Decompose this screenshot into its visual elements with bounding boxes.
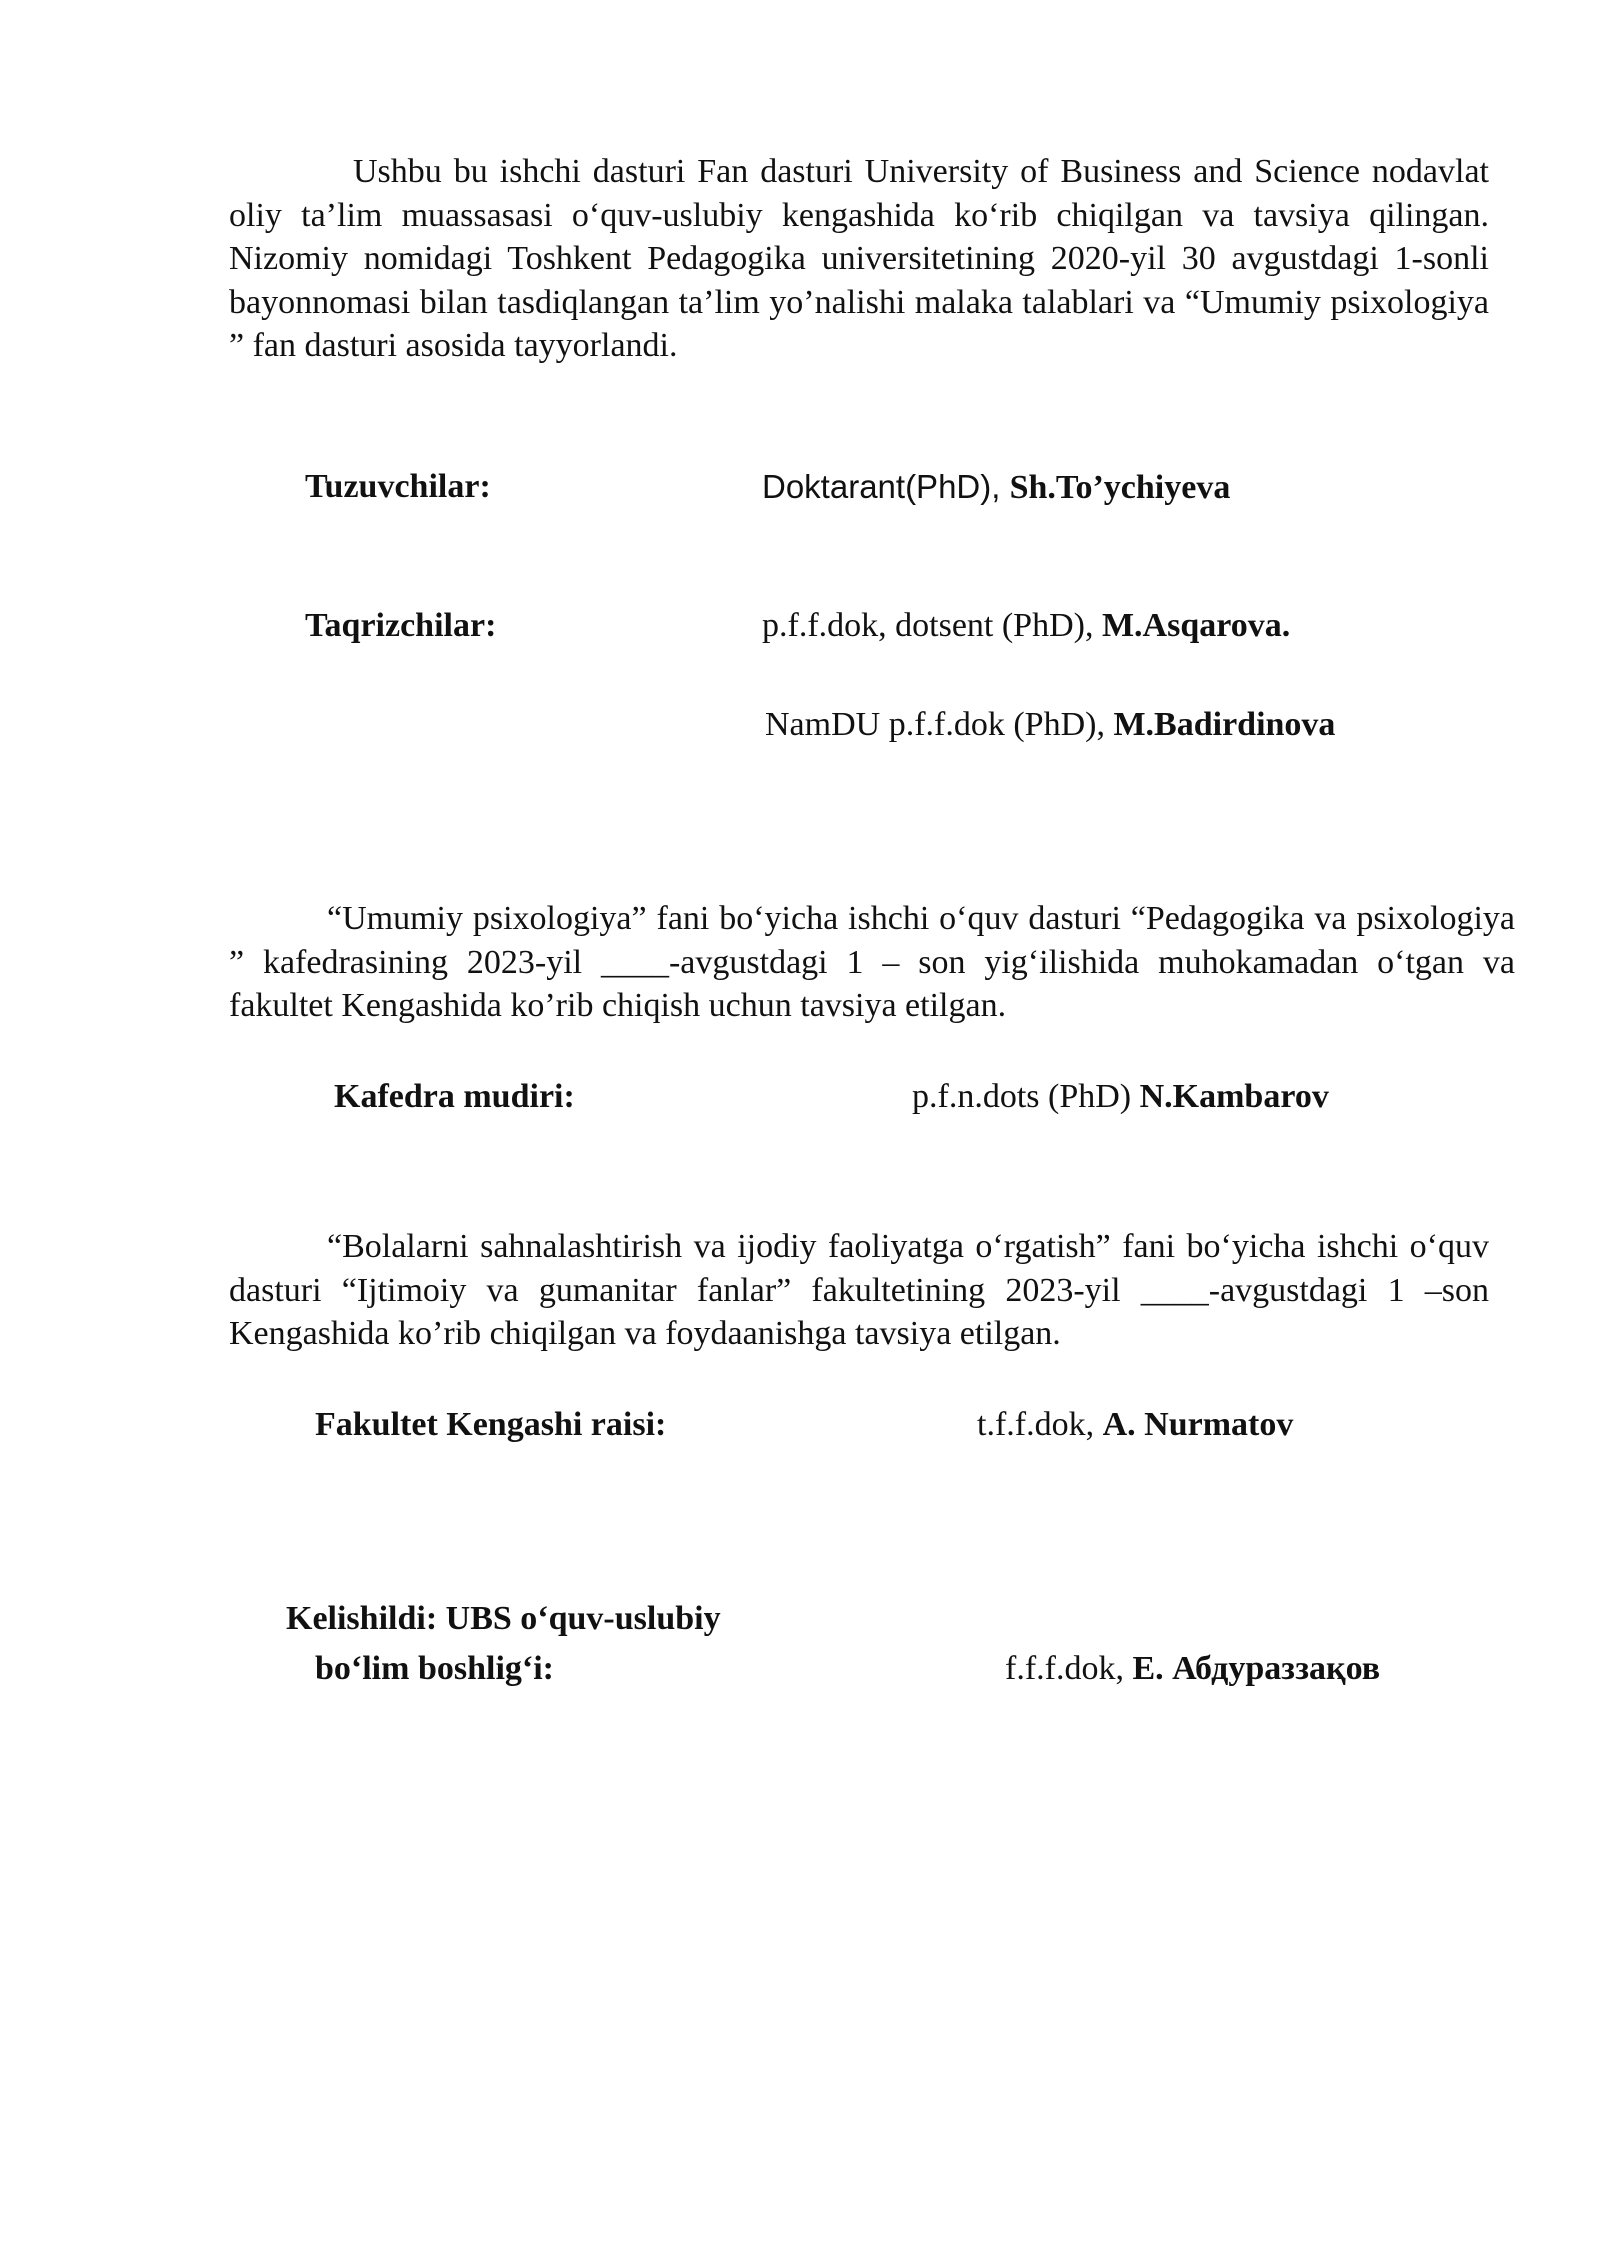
department-head-value <box>912 1078 1329 1116</box>
faculty-paragraph <box>229 1225 1489 1356</box>
reviewers-label: Taqrizchilar: <box>305 607 497 644</box>
faculty-chair-name: A. Nurmatov <box>1102 1406 1294 1443</box>
faculty-chair-title: t.f.f.dok, <box>977 1406 1103 1443</box>
department-head-label: Kafedra mudiri: <box>334 1078 575 1115</box>
intro-paragraph <box>229 150 1489 368</box>
department-head-title: p.f.n.dots (PhD) <box>912 1078 1140 1115</box>
reviewer-1 <box>762 607 1290 645</box>
agreed-title: f.f.f.dok, <box>1005 1650 1133 1687</box>
intro-text: Ushbu bu ishchi dasturi Fan dasturi University of Business and Science nodavlat oliy ta’lim muassasasi o‘quv-uslubiy kengashida ko‘rib chiqilgan va tavsiya qilingan. Nizomiy nomidagi Toshkent Pedagogika universitetining 2020-yil 30 avgustdagi 1-sonli bayonnomasi bilan tasdiqlangan ta’lim yo’nalishi malaka talablari va “Umumiy psixologiya ” fan dasturi asosida tayyorlandi. <box>229 153 1489 364</box>
agreed-label-line2: bo‘lim boshlig‘i: <box>315 1650 554 1687</box>
authors-label: Tuzuvchilar: <box>305 468 491 505</box>
agreed-label-line1: Kelishildi: UBS o‘quv-uslubiy <box>286 1600 721 1637</box>
authors-name: Sh.To’ychiyeva <box>1009 469 1231 506</box>
department-head-name: N.Kambarov <box>1139 1078 1329 1115</box>
reviewer-1-title: p.f.f.dok, dotsent (PhD), <box>762 607 1102 644</box>
department-paragraph <box>229 897 1515 1028</box>
authors-value <box>762 468 1230 507</box>
reviewer-2-name: M.Badirdinova <box>1113 706 1336 743</box>
agreed-name: Е. Абдураззақов <box>1132 1650 1381 1687</box>
faculty-chair-value <box>977 1406 1293 1444</box>
authors-title: Doktarant(PhD), <box>762 468 1010 505</box>
reviewer-1-name: M.Asqarova. <box>1101 607 1291 644</box>
agreed-value <box>1005 1650 1380 1688</box>
faculty-chair-label: Fakultet Kengashi raisi: <box>315 1406 667 1443</box>
reviewer-2-title: NamDU p.f.f.dok (PhD), <box>765 706 1114 743</box>
faculty-text: “Bolalarni sahnalashtirish va ijodiy faoliyatga o‘rgatish” fani bo‘yicha ishchi o‘quv dasturi “Ijtimoiy va gumanitar fanlar” fakultetining 2023-yil ____-avgustdagi 1 –son Kengashida ko’rib chiqilgan va foydaanishga tavsiya etilgan. <box>229 1228 1489 1352</box>
reviewer-2 <box>765 706 1335 744</box>
department-text: “Umumiy psixologiya” fani bo‘yicha ishchi o‘quv dasturi “Pedagogika va psixologiya ” kafedrasining 2023-yil ____-avgustdagi 1 – son yig‘ilishida muhokamadan o‘tgan va fakultet Kengashida ko’rib chiqish uchun tavsiya etilgan. <box>229 900 1515 1024</box>
